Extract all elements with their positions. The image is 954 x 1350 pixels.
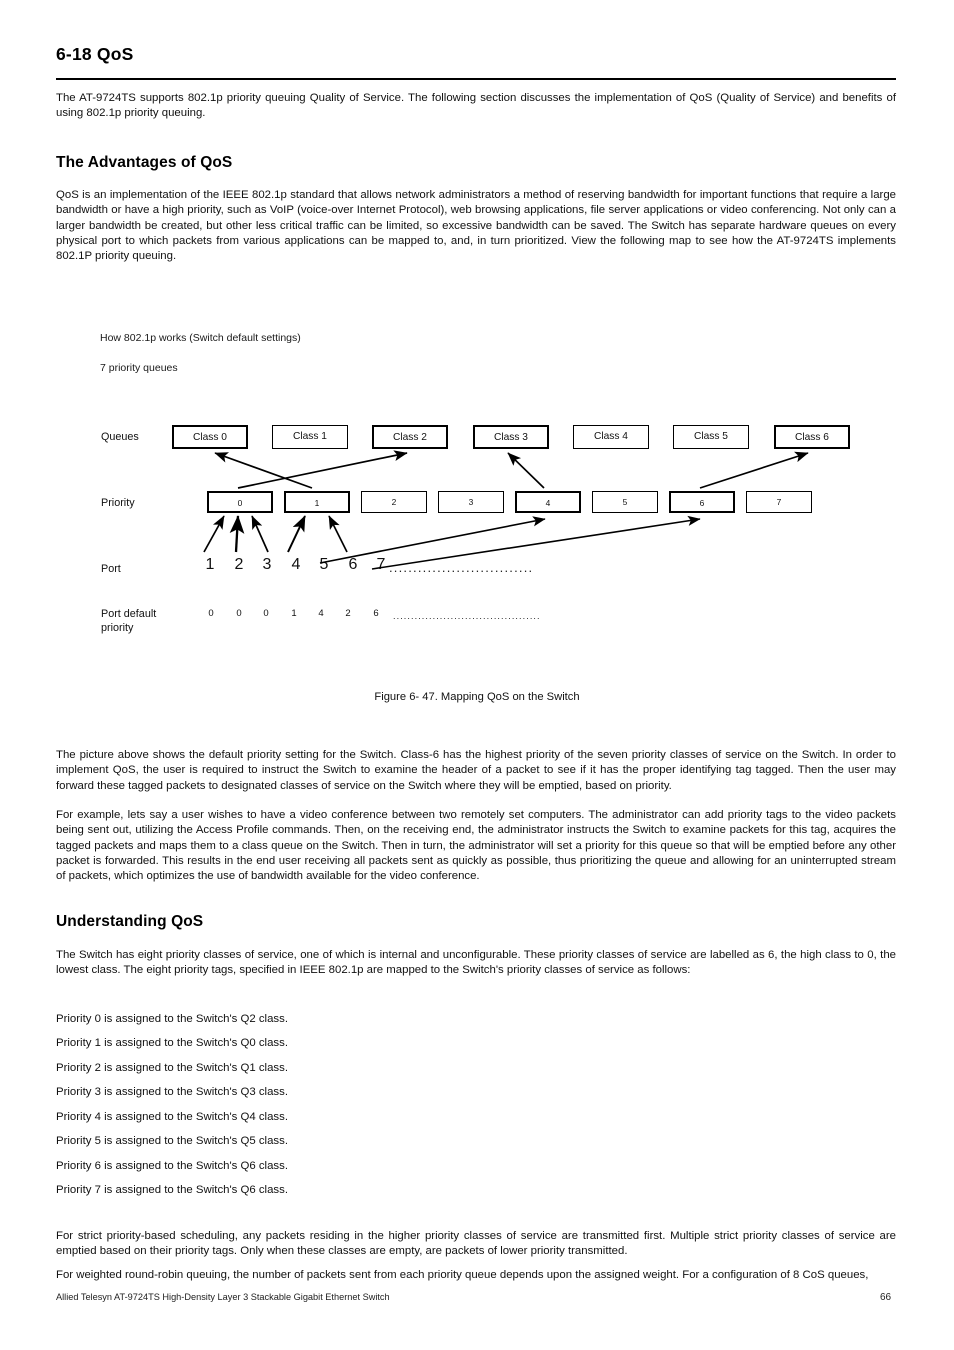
section-heading-advantages: The Advantages of QoS xyxy=(56,154,233,171)
page-title: 6-18 QoS xyxy=(56,44,134,64)
wrr-paragraph: For weighted round-robin queuing, the number of packets sent from each priority queue depends upon the assigned weight. For a configuration of 8 CoS queues, xyxy=(56,1269,869,1281)
after-figure-paragraph-2: For example, lets say a user wishes to have a video conference between two remotely set computers. The administrator can add priority tags to the video packets being sent out, utilizing the Access Profile commands. Then, on the receiving end, the administrator instructs the Switch to examine packets for this tag, acquires the tagged packets and maps them to a class queue on the Switch. Then in turn, the administrator will set a priority for this queue so that will be emptied before any other packet is forwarded. This results in the end user receiving all packets sent as quickly as possible, thus prioritizing the queue and allowing for an uninterrupted stream of packets, which optimizes the use of bandwidth available for the video conference. xyxy=(56,809,896,883)
priority-box-2: 2 xyxy=(361,491,427,513)
port-number-6: 6 xyxy=(348,556,358,573)
port-number-7: 7 xyxy=(376,556,386,573)
priority-box-6: 6 xyxy=(669,491,735,513)
priority-box-1: 1 xyxy=(284,491,350,513)
queue-box-class-3: Class 3 xyxy=(473,425,549,449)
priority-box-7: 7 xyxy=(746,491,812,513)
priority-assignment-6: Priority 6 is assigned to the Switch's Q6 class. xyxy=(56,1160,288,1172)
page-number: 66 xyxy=(880,1292,892,1303)
arrow-priority6-to-class6 xyxy=(700,453,808,488)
priority-assignment-4: Priority 4 is assigned to the Switch's Q4 class. xyxy=(56,1111,288,1123)
port-default-priority-6: 2 xyxy=(345,608,351,619)
intro-paragraph: The AT-9724TS supports 802.1p priority queuing Quality of Service. The following section discusses the implementation of QoS (Quality of Service) and benefits of using 802.1p priority queuing. xyxy=(56,92,896,120)
queue-box-class-5: Class 5 xyxy=(673,425,749,449)
port-default-priority-3: 0 xyxy=(263,608,269,619)
row-label-port-default-priority-1: Port default xyxy=(101,608,157,620)
row-label-priority: Priority xyxy=(101,497,135,509)
priority-assignment-5: Priority 5 is assigned to the Switch's Q5 class. xyxy=(56,1135,288,1147)
queue-box-class-2: Class 2 xyxy=(372,425,448,449)
priority-box-0: 0 xyxy=(207,491,273,513)
port-number-4: 4 xyxy=(291,556,301,573)
priority-assignment-3: Priority 3 is assigned to the Switch's Q3 class. xyxy=(56,1086,288,1098)
arrow-port4-to-priority1 xyxy=(288,516,305,552)
row-label-port-default-priority-2: priority xyxy=(101,622,134,634)
arrow-port2-to-priority0 xyxy=(236,516,238,552)
advantages-paragraph: QoS is an implementation of the IEEE 802.1p standard that allows network administrators a method of reserving bandwidth for important functions that require a large bandwidth or have a high priority, such as VoIP (voice-over Internet Protocol), web browsing applications, file server applications or video conferencing. Not only can a larger bandwidth be created, but other less critical traffic can be limited, so excessive bandwidth can be saved. The Switch has separate hardware queues on every physical port to which packets from various applications can be mapped to, and, in turn prioritized. View the following map to see how the AT-9724TS implements 802.1P priority queuing. xyxy=(56,189,896,263)
port-default-priority-1: 0 xyxy=(208,608,214,619)
port-default-priority-4: 1 xyxy=(291,608,297,619)
priority-assignment-7: Priority 7 is assigned to the Switch's Q6 class. xyxy=(56,1184,288,1196)
footer-text: Allied Telesyn AT-9724TS High-Density Layer 3 Stackable Gigabit Ethernet Switch xyxy=(56,1292,390,1302)
section-heading-understanding: Understanding QoS xyxy=(56,913,204,930)
port-number-1: 1 xyxy=(205,556,215,573)
figure-caption: Figure 6- 47. Mapping QoS on the Switch xyxy=(374,691,580,703)
port-default-priority-ellipsis: ......................................... xyxy=(393,611,541,621)
arrow-port5-to-priority1 xyxy=(329,516,347,552)
port-default-priority-5: 4 xyxy=(318,608,324,619)
priority-box-3: 3 xyxy=(438,491,504,513)
figure-arrows xyxy=(0,320,954,720)
port-number-5: 5 xyxy=(319,556,329,573)
figure-note-title: How 802.1p works (Switch default settings) xyxy=(100,332,301,344)
port-default-priority-2: 0 xyxy=(236,608,242,619)
header-divider xyxy=(56,78,896,80)
port-number-2: 2 xyxy=(234,556,244,573)
after-figure-paragraph-1: The picture above shows the default priority setting for the Switch. Class-6 has the highest priority of the seven priority classes of service on the Switch. In order to implement QoS, the user is required to instruct the Switch to examine the header of a packet to see if it has the proper identifying tag tagged. Then the user may forward these tagged packets to designated classes of service on the Switch where they will be emptied, based on priority. xyxy=(56,749,896,792)
figure-note-subtitle: 7 priority queues xyxy=(100,362,178,374)
queue-box-class-4: Class 4 xyxy=(573,425,649,449)
priority-assignment-2: Priority 2 is assigned to the Switch's Q1 class. xyxy=(56,1062,288,1074)
arrow-priority4-to-class3 xyxy=(508,453,544,488)
queue-box-class-0: Class 0 xyxy=(172,425,248,449)
priority-assignment-0: Priority 0 is assigned to the Switch's Q2 class. xyxy=(56,1013,288,1025)
priority-box-5: 5 xyxy=(592,491,658,513)
priority-assignment-1: Priority 1 is assigned to the Switch's Q0 class. xyxy=(56,1037,288,1049)
strict-priority-paragraph: For strict priority-based scheduling, any packets residing in the higher priority classes of service are transmitted first. Multiple strict priority classes of service are emptied based on their priority tags. Only when these classes are empty, are packets of lower priority transmitted. xyxy=(56,1230,896,1258)
priority-box-4: 4 xyxy=(515,491,581,513)
queue-box-class-6: Class 6 xyxy=(774,425,850,449)
port-number-3: 3 xyxy=(262,556,272,573)
arrow-port1-to-priority0 xyxy=(204,516,224,552)
arrow-port6-to-priority4 xyxy=(320,519,545,563)
queue-box-class-1: Class 1 xyxy=(272,425,348,449)
port-ellipsis: .............................. xyxy=(389,560,534,575)
figure-qos-mapping xyxy=(0,320,954,720)
port-default-priority-7: 6 xyxy=(373,608,379,619)
arrow-port3-to-priority0 xyxy=(252,516,268,552)
row-label-queues: Queues xyxy=(101,431,139,443)
row-label-port: Port xyxy=(101,563,121,575)
understanding-paragraph: The Switch has eight priority classes of service, one of which is internal and unconfigurable. These priority classes of service are labelled as 6, the high class to 0, the lowest class. The eight priority tags, specified in IEEE 802.1p are mapped to the Switch's priority classes of service as follows: xyxy=(56,949,896,977)
